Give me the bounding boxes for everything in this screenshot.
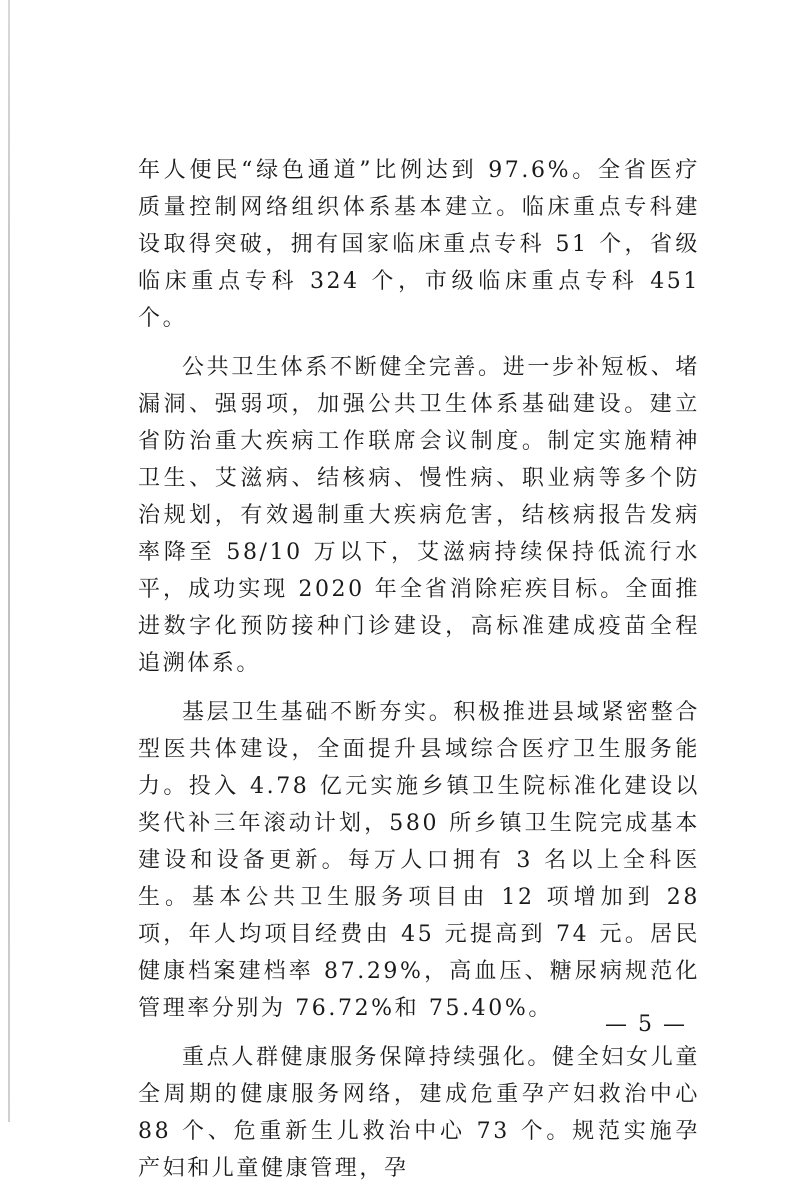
- paragraph-primary-care: 基层卫生基础不断夯实。积极推进县域紧密整合型医共体建设，全面提升县域综合医疗卫生服务能力。投入 4.78 亿元实施乡镇卫生院标准化建设以奖代补三年滚动计划，580 所乡镇卫生院完成基本建设和设备更新。每万人口拥有 3 名以上全科医生。基本公共卫生服务项目由 12 项增加到 28 项，年人均项目经费由 45 元提高到 74 元。居民健康档案建档率 87.29%，高血压、糖尿病规范化管理率分别为 76.72%和 75.40%。: [138, 700, 700, 1021]
- paragraph-key-populations: 重点人群健康服务保障持续强化。健全妇女儿童全周期的健康服务网络，建成危重孕产妇救治中心 88 个、危重新生儿救治中心 73 个。规范实施孕产妇和儿童健康管理，孕: [138, 1045, 700, 1181]
- paragraph-public-health: 公共卫生体系不断健全完善。进一步补短板、堵漏洞、强弱项，加强公共卫生体系基础建设。建立省防治重大疾病工作联席会议制度。制定实施精神卫生、艾滋病、结核病、慢性病、职业病等多个防治规划，有效遏制重大疾病危害，结核病报告发病率降至 58/10 万以下，艾滋病持续保持低流行水平，成功实现 2020 年全省消除疟疾目标。全面推进数字化预防接种门诊建设，高标准建成疫苗全程追溯体系。: [138, 355, 700, 676]
- scan-edge-line: [8, 0, 10, 1122]
- paragraph-continuation: 年人便民“绿色通道”比例达到 97.6%。全省医疗质量控制网络组织体系基本建立。临床重点专科建设取得突破，拥有国家临床重点专科 51 个，省级临床重点专科 324 个，市级临床重点专科 451 个。: [138, 158, 700, 331]
- page-number: — 5 —: [605, 1012, 687, 1037]
